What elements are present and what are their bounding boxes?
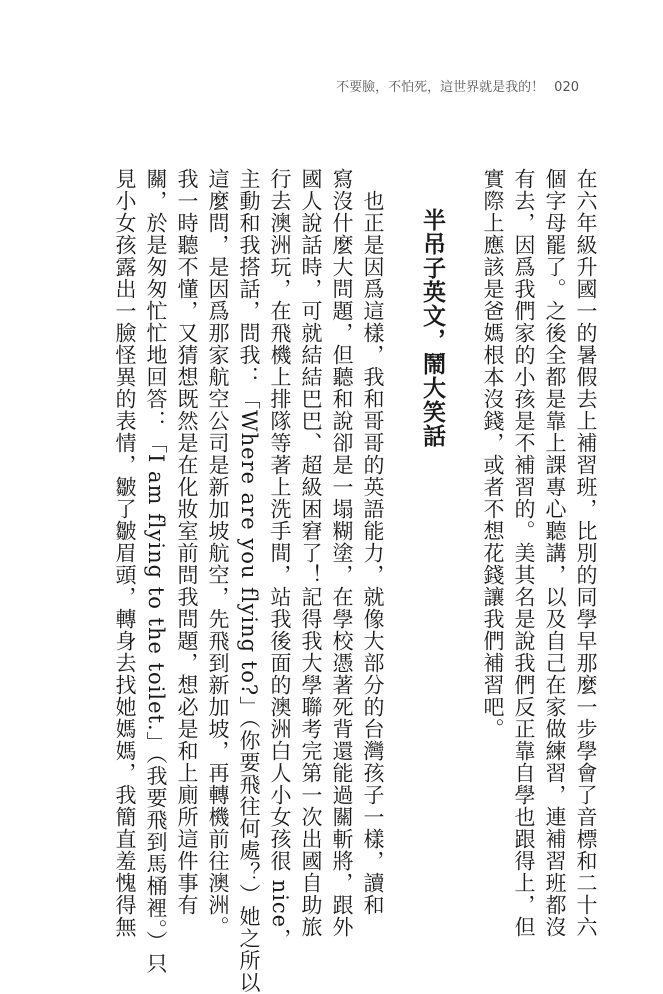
text-line: 個字母罷了。之後全都是靠上課專心聽講，以及自己在家做練習，連補習班都沒: [543, 168, 567, 938]
page-number: 020: [554, 80, 579, 95]
heading-gap: [388, 168, 416, 868]
text-line: 我一時聽不懂，又猜想既然是在化妝室前問我問題，想必是和上廁所這件事有: [175, 168, 199, 916]
text-line: 寫沒什麼大問題，但聽和說卻是一塌糊塗，在學校憑著死背還能過關斬將，跟外: [330, 168, 354, 938]
text-line: 見小女孩露出一臉怪異的表情，皺了皺眉頭，轉身去找她媽媽，我簡直羞愧得無: [113, 168, 137, 938]
text-line: 國人說話時，可就結結巴巴、超級困窘了！記得我大學聯考完第一次出國自助旅: [299, 168, 323, 938]
running-header: [336, 76, 579, 95]
text-line: 實際上應該是爸媽根本沒錢，或者不想花錢讓我們補習吧。: [481, 168, 505, 740]
text-line: 這麼問，是因爲那家航空公司是新加坡航空，先飛到新加坡，再轉機前往澳洲。: [206, 168, 230, 938]
section-heading: 半吊子英文，鬧大笑話: [419, 208, 445, 448]
paragraph-gap: [447, 168, 477, 868]
text-line: 也正是因爲這樣，我和哥哥的英語能力，就像大部分的台灣孩子一樣，讀和: [361, 168, 385, 916]
text-line: 行去澳洲玩，在飛機上排隊等著上洗手間，站我後面的澳洲白人小女孩很 nice，: [268, 168, 292, 951]
text-line: 主動和我搭話，問我：「Where are you flying to?」（你要飛往何處？）她之所以: [237, 168, 261, 994]
text-line: 在六年級升國一的暑假去上補習班，比別的同學早那麼一步學會了音標和二十六: [574, 168, 598, 938]
vertical-text-body: [81, 168, 601, 994]
text-line: 有去，因爲我們家的小孩是不補習的。美其名是說我們反正靠自學也跟得上，但: [512, 168, 536, 938]
book-title: 不要臉，不怕死，這世界就是我的！: [336, 80, 545, 95]
text-line: 關，於是匆匆忙忙地回答：「I am flying to the toilet.」（我要飛到馬桶裡。）只: [144, 168, 168, 975]
